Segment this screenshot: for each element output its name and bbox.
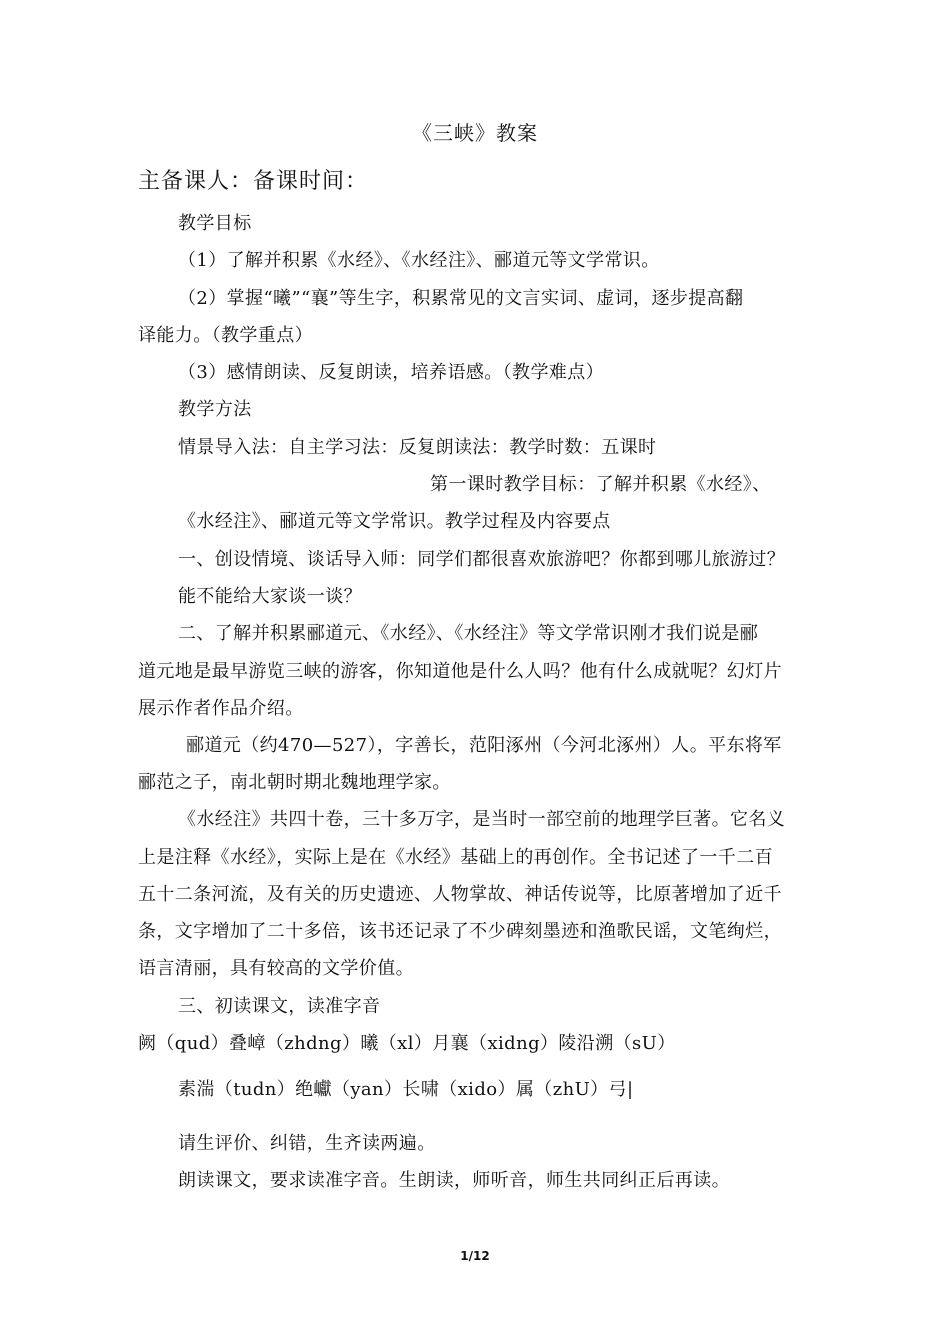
page-number: 1/12 — [460, 1249, 490, 1263]
text-line: 教学目标 — [178, 213, 252, 234]
preparer-heading: 主备课人：备课时间： — [138, 169, 369, 194]
text-line: 五十二条河流，及有关的历史遗迹、人物掌故、神话传说等，比原著增加了近千 — [138, 884, 782, 905]
document-title: 《三峡》教案 — [412, 121, 538, 145]
text-line: 阙（qud）叠嶂（zhdng）曦（xl）月襄（xidng）陵沿溯（sU） — [138, 1033, 676, 1054]
text-line: 上是注释《水经》，实际上是在《水经》基础上的再创作。全书记述了一千二百 — [138, 847, 773, 868]
text-line: 请生评价、纠错，生齐读两遍。 — [178, 1133, 436, 1154]
text-line: 一、创设情境、谈话导入师：同学们都很喜欢旅游吧？你都到哪儿旅游过？ — [178, 549, 786, 570]
text-line: 道元地是最早游览三峡的游客，你知道他是什么人吗？他有什么成就呢？幻灯片 — [138, 661, 782, 682]
text-line: 郦道元（约470—527），字善长，范阳涿州（今河北涿州）人。平东将军 — [186, 735, 782, 756]
text-line: 情景导入法：自主学习法：反复朗读法：教学时数：五课时 — [178, 437, 657, 458]
text-line: （3）感情朗读、反复朗读，培养语感。（教学难点） — [178, 362, 605, 383]
text-line: 第一课时教学目标：了解并积累《水经》、 — [430, 474, 771, 495]
text-line: 三、初读课文，读准字音 — [178, 996, 381, 1017]
text-line: （1）了解并积累《水经》、《水经注》、郦道元等文学常识。 — [178, 250, 660, 271]
text-line: 朗读课文，要求读准字音。生朗读，师听音，师生共同纠正后再读。 — [178, 1170, 730, 1191]
text-line: 《水经注》共四十卷，三十多万字，是当时一部空前的地理学巨著。它名义 — [178, 809, 786, 830]
text-line: 教学方法 — [178, 399, 252, 420]
text-line: 语言清丽，具有较高的文学价值。 — [138, 958, 414, 979]
text-line: 条，文字增加了二十多倍，该书还记录了不少碑刻墨迹和渔歌民谣，文笔绚烂， — [138, 921, 782, 942]
text-line: 能不能给大家谈一谈？ — [178, 586, 362, 607]
text-line: 郦范之子，南北朝时期北魏地理学家。 — [138, 772, 451, 793]
text-line: 展示作者作品介绍。 — [138, 698, 304, 719]
text-line: 素湍（tudn）绝巘（yan）长啸（xido）属（zhU）弓| — [178, 1079, 634, 1100]
text-line: 译能力。（教学重点） — [138, 325, 313, 346]
text-line: 二、了解并积累郦道元、《水经》、《水经注》等文学常识刚才我们说是郦 — [178, 623, 759, 644]
text-line: （2）掌握“曦”“襄”等生字，积累常见的文言实词、虚词，逐步提高翻 — [178, 288, 744, 309]
text-line: 《水经注》、郦道元等文学常识。教学过程及内容要点 — [178, 511, 611, 532]
